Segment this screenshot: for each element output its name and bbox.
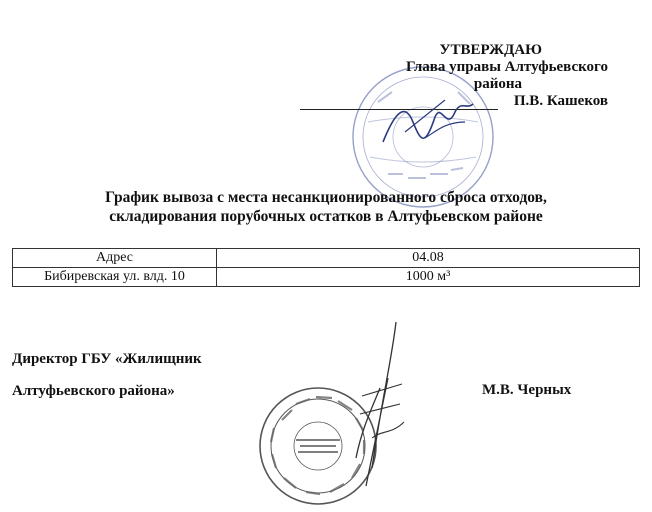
director-name: М.В. Черных	[482, 382, 572, 398]
cell-volume: 1000 м³	[217, 268, 640, 287]
table-header-row	[13, 249, 640, 268]
title-line2: складирования порубочных остатков в Алтуфьевском районе	[109, 208, 543, 225]
header-address: Адрес	[13, 249, 217, 268]
approval-heading: УТВЕРЖДАЮ	[439, 42, 542, 58]
schedule-table	[12, 248, 640, 287]
director-line1: Директор ГБУ «Жилищник	[12, 351, 202, 367]
director-line2: Алтуфьевского района»	[12, 383, 175, 399]
approval-block	[308, 42, 608, 113]
approval-signatory: П.В. Кашеков	[513, 93, 608, 109]
official-seal-bottom	[256, 384, 380, 508]
table-row	[13, 268, 640, 287]
approval-position-line2: района	[473, 76, 522, 92]
approval-position-line1: Глава управы Алтуфьевского	[405, 59, 608, 75]
document-title	[0, 188, 652, 226]
header-date: 04.08	[217, 249, 640, 268]
handwritten-signature-bottom	[352, 318, 412, 488]
signature-line	[300, 109, 498, 110]
director-block	[12, 350, 202, 400]
cell-address: Бибиревская ул. влд. 10	[13, 268, 217, 287]
title-line1: График вывоза с места несанкционированного сброса отходов,	[105, 189, 547, 206]
approval-signature-row	[308, 93, 608, 113]
